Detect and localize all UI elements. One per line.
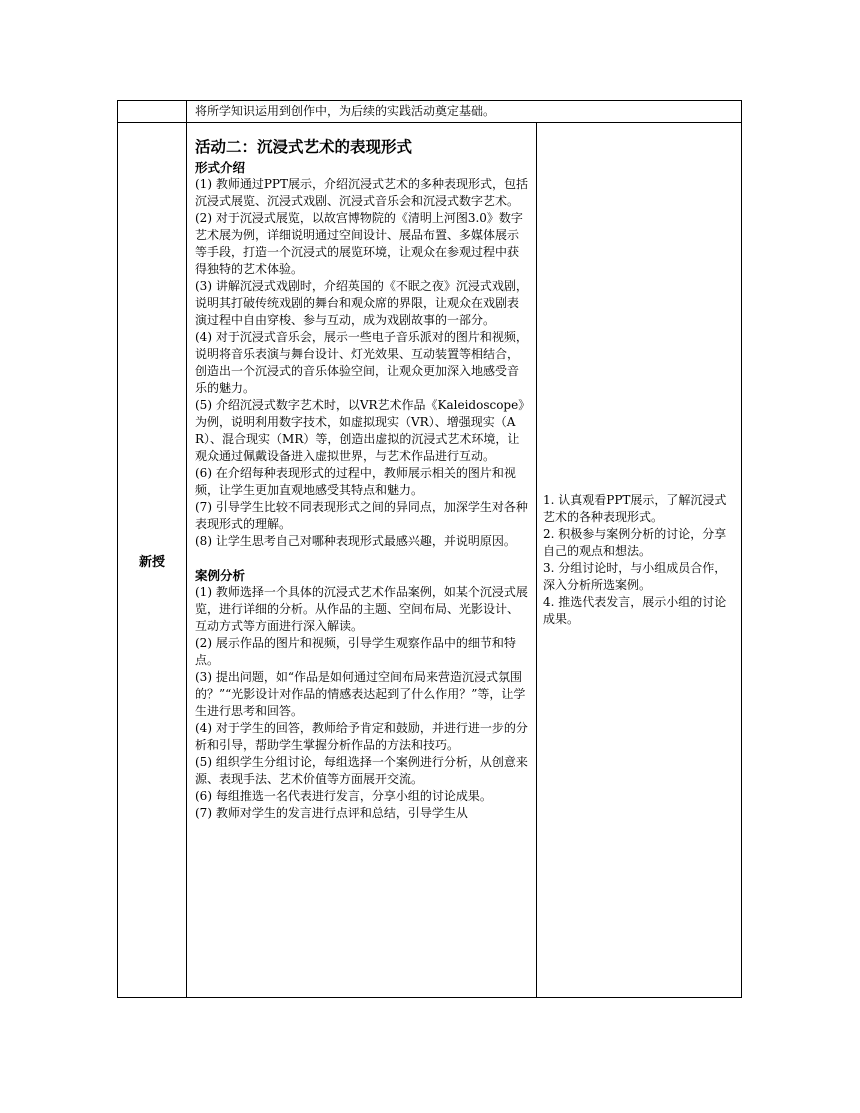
- section-title: 形式介绍: [195, 160, 246, 175]
- paragraph: (4) 对于学生的回答，教师给予肯定和鼓励，并进行进一步的分析和引导，帮助学生掌握分析作品的方法和技巧。: [195, 721, 528, 752]
- paragraph: (6) 每组推选一名代表进行发言，分享小组的讨论成果。: [195, 789, 492, 803]
- section-spacer: [195, 550, 528, 567]
- paragraph: (6) 在介绍每种表现形式的过程中，教师展示相关的图片和视频，让学生更加直观地感受其特点和魅力。: [195, 466, 516, 497]
- paragraph: (4) 对于沉浸式音乐会，展示一些电子音乐派对的图片和视频，说明将音乐表演与舞台设计、灯光效果、互动装置等相结合，创造出一个沉浸式的音乐体验空间，让观众更加深入地感受音乐的魅力。: [195, 330, 528, 395]
- student-activity-cell: [537, 123, 742, 998]
- activity-title: 活动二：沉浸式艺术的表现形式: [195, 138, 413, 156]
- paragraph: (1) 教师通过PPT展示，介绍沉浸式艺术的多种表现形式，包括沉浸式展览、沉浸式戏剧、沉浸式音乐会和沉浸式数字艺术。: [195, 177, 528, 208]
- paragraph: (5) 介绍沉浸式数字艺术时，以VR艺术作品《Kaleidoscope》为例，说明利用数字技术，如虚拟现实（VR）、增强现实（AR）、混合现实（MR）等，创造出虚拟的沉浸式艺术环境，让观众通过佩戴设备进入虚拟世界，与艺术作品进行互动。: [195, 398, 525, 463]
- lesson-plan-table: [117, 100, 742, 998]
- paragraph: (3) 讲解沉浸式戏剧时，介绍英国的《不眠之夜》沉浸式戏剧，说明其打破传统戏剧的舞台和观众席的界限，让观众在戏剧表演过程中自由穿梭、参与互动，成为戏剧故事的一部分。: [195, 279, 528, 327]
- student-activity-item: 2. 积极参与案例分析的讨论，分享自己的观点和想法。: [543, 527, 727, 558]
- student-activity-item: 1. 认真观看PPT展示，了解沉浸式艺术的各种表现形式。: [543, 493, 727, 524]
- continuation-text: 将所学知识运用到创作中，为后续的实践活动奠定基础。: [195, 104, 496, 118]
- student-activity-item: 3. 分组讨论时，与小组成员合作，深入分析所选案例。: [543, 561, 727, 592]
- empty-label-cell: [118, 101, 187, 123]
- student-activity-list: [537, 492, 741, 628]
- teacher-activity-cell: [187, 123, 537, 998]
- paragraph: (8) 让学生思考自己对哪种表现形式最感兴趣，并说明原因。: [195, 534, 516, 548]
- stage-label: 新授: [118, 123, 187, 998]
- table-row: [118, 123, 742, 998]
- paragraph: (7) 引导学生比较不同表现形式之间的异同点，加深学生对各种表现形式的理解。: [195, 500, 528, 531]
- paragraph: (2) 对于沉浸式展览，以故宫博物院的《清明上河图3.0》数字艺术展为例，详细说明通过空间设计、展品布置、多媒体展示等手段，打造一个沉浸式的展览环境，让观众在参观过程中获得独特的艺术体验。: [195, 211, 523, 276]
- table-row: [118, 101, 742, 123]
- student-activity-item: 4. 推选代表发言，展示小组的讨论成果。: [543, 595, 727, 626]
- paragraph: (7) 教师对学生的发言进行点评和总结，引导学生从: [195, 806, 468, 820]
- paragraph: (1) 教师选择一个具体的沉浸式艺术作品案例，如某个沉浸式展览，进行详细的分析。从作品的主题、空间布局、光影设计、互动方式等方面进行深入解读。: [195, 585, 528, 633]
- section-title: 案例分析: [195, 568, 246, 583]
- paragraph: (5) 组织学生分组讨论，每组选择一个案例进行分析，从创意来源、表现手法、艺术价值等方面展开交流。: [195, 755, 528, 786]
- top-text-cell: [187, 101, 742, 123]
- teacher-activity-content: [187, 123, 536, 997]
- paragraph: (2) 展示作品的图片和视频，引导学生观察作品中的细节和特点。: [195, 636, 516, 667]
- paragraph: (3) 提出问题，如“作品是如何通过空间布局来营造沉浸式氛围的？”“光影设计对作品的情感表达起到了什么作用？”等，让学生进行思考和回答。: [195, 670, 526, 718]
